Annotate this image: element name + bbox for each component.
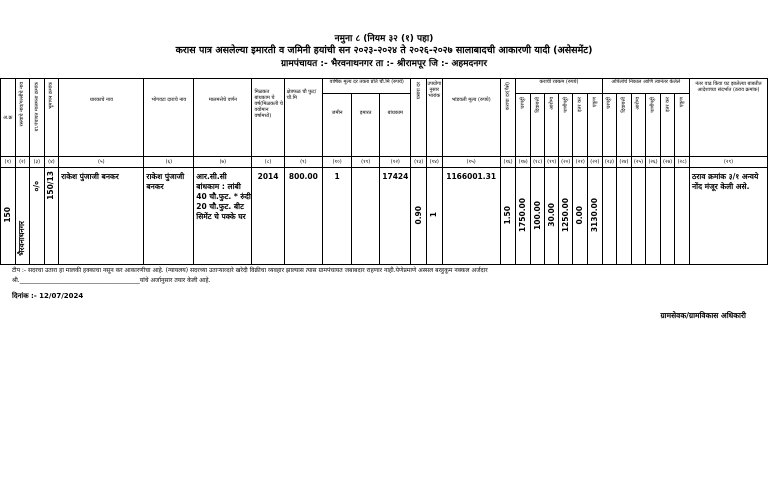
col-tax-water: पाणीपट्टी <box>558 94 573 157</box>
cell-resolution: ठराव क्रमांक ३/१ अन्वये नोंद मंजूर केली असे. <box>689 168 767 265</box>
col-appeal-health: आरोग्य <box>631 94 646 157</box>
col-survey-no: भूमापन क्रमांक <box>44 79 59 157</box>
cell-appeal-other <box>660 168 675 265</box>
cell-tax-other: 0.00 <box>573 168 588 265</box>
col-appeal-total: एकूण <box>675 94 690 157</box>
disclaimer-note: टीप :- सदरचा उतारा हा मालकी हक्काचा नसून कर आकारणीचा आहे. (न्यायलय) सदरच्या उताऱ्याव्दारे खरेदी विक्रीचा व्यवहार झाल्यास त्यास ग्रामपंचायत जबाबदार राहणार नाही.येणेप्रमाणे अस्सल बरहुकूम नक्कल अर्जदार <box>12 267 488 274</box>
table-row <box>1 168 768 265</box>
cell-serial: 150 <box>1 168 16 265</box>
col-annual-rate-group: वार्षिक मूल्य दर तक्ता प्रति चौ.मि (रुपये) <box>323 79 411 94</box>
col-tax-health: आरोग्य <box>545 94 559 157</box>
col-depreciation: घसारा दर <box>411 79 427 157</box>
cell-tax-water: 1250.00 <box>558 168 573 265</box>
col-tax-house: घरपट्टी <box>516 94 531 157</box>
col-tax-total: एकूण <box>588 94 603 157</box>
col-owner: धारकाचे नाव <box>59 79 144 157</box>
cell-weight: 1 <box>427 168 443 265</box>
cell-appeal-house <box>602 168 617 265</box>
col-tax-light: दिवाबत्ती <box>530 94 545 157</box>
applicant-line: श्री.________________________________________यांचे अर्जानुसार तयार केली आहे. <box>12 277 211 284</box>
col-area: क्षेत्रफळ चौ फुट/ चौ.मि <box>284 79 322 157</box>
issue-date: दिनांक :- 12/07/2024 <box>12 292 84 300</box>
col-tax-amount-group: कराची रक्कम (रुपये) <box>516 79 602 94</box>
form-title: नमुना ८ (नियम ३२ (१) पहा) <box>334 34 434 44</box>
col-resolution: नंतर वाढ किंवा घट झालेल्या बाबतीत आदेशाच्या संदर्भात (ठराव क्रमांक) <box>689 79 767 157</box>
col-appeal-light: दिवाबत्ती <box>617 94 632 157</box>
col-occupant: भोगवटा दाराचे नाव <box>144 79 194 157</box>
cell-rate-building <box>352 168 380 265</box>
col-capital-value: भांडवली मूल्य (रुपये) <box>442 79 500 157</box>
col-tax-other: इतर कर <box>573 94 588 157</box>
cell-appeal-total <box>675 168 690 265</box>
cell-rate-construction: 17424 <box>380 168 411 265</box>
col-appeal-other: इतर कर <box>660 94 675 157</box>
cell-area: 800.00 <box>284 168 322 265</box>
col-rate-land: जमीन <box>323 94 352 157</box>
cell-description: आर.सी.सी बांधकाम : लांबी 40 चौ.फुट. * रुंदी 20 चौ.फुट. बीट सिमेंट चे पक्के घर <box>194 168 252 265</box>
header-row-1 <box>1 79 768 94</box>
cell-road: भैरवनाथनगर <box>15 168 30 265</box>
cell-owner: राकेश पुंजाजी बनकर <box>59 168 144 265</box>
column-number-row: (१) (२) (३) (४) (५) (६) (७) (८) (९) (१०) (११) (१२) (१३) (१४) (१५) (१६) (१७) (१८) (१९) (२०) (२१) (२२) (२३) (२४) (२५) (२६) (२७) (२८) (२९) <box>1 157 768 168</box>
col-description: मालमत्तेचे वर्णन <box>194 79 252 157</box>
cell-depreciation: 0.90 <box>411 168 427 265</box>
cell-tax-total: 3130.00 <box>588 168 603 265</box>
col-serial: अ.क्र <box>1 79 16 157</box>
cell-year: 2014 <box>252 168 284 265</box>
cell-appeal-health <box>631 168 646 265</box>
assessment-table <box>0 78 768 265</box>
cell-appeal-water <box>646 168 661 265</box>
cell-tax-health: 30.00 <box>545 168 559 265</box>
cell-capital-value: 1166001.31 <box>442 168 500 265</box>
cell-rate-land: 1 <box>323 168 352 265</box>
cell-tax-rate: 1.50 <box>500 168 516 265</box>
cell-tax-light: 100.00 <box>530 168 545 265</box>
col-road: रस्त्याचे नाव/गल्लीचे नाव <box>15 79 30 157</box>
col-year: मिळकत बांधकाम चे वर्ष(मिळकती चे वयोमान वर्षामध्ये) <box>252 79 284 157</box>
signatory: ग्रामसेवक/ग्रामविकास अधिकारी <box>660 311 746 320</box>
cell-occupant: राकेश पुंजाजी बनकर <box>144 168 194 265</box>
gram-panchayat-line: ग्रामपंचायत :- भैरवनाथनगर ता :- श्रीरामपूर जि :- अहमदनगर <box>280 59 488 69</box>
col-property-no: ग्रा.पंचायत मालमत्ता क्रमांक <box>30 79 45 157</box>
cell-property-no: 150/13 <box>44 168 59 265</box>
cell-tax-house: 1750.00 <box>516 168 531 265</box>
col-tax-rate: कराचा दर(पैसे) <box>500 79 516 157</box>
col-weight: उपयोगा नुसार भारांक <box>427 79 443 157</box>
cell-survey-no: ०/० <box>30 168 45 265</box>
col-appeal-house: घरपट्टी <box>602 94 617 157</box>
form-subtitle: करास पात्र असलेल्या इमारती व जमिनी हयांची सन २०२३-२०२४ ते २०२६-२०२७ सालाबादची आकारणी यादी (असेसमेंट) <box>175 45 593 56</box>
cell-appeal-light <box>617 168 632 265</box>
col-appeal-group: अपिलांचे निकाल आणि त्यानंतर केलेले <box>602 79 689 94</box>
col-appeal-water: पाणीपट्टी <box>646 94 661 157</box>
col-rate-building: इमारत <box>352 94 380 157</box>
col-rate-construction: बांधकाम <box>380 94 411 157</box>
